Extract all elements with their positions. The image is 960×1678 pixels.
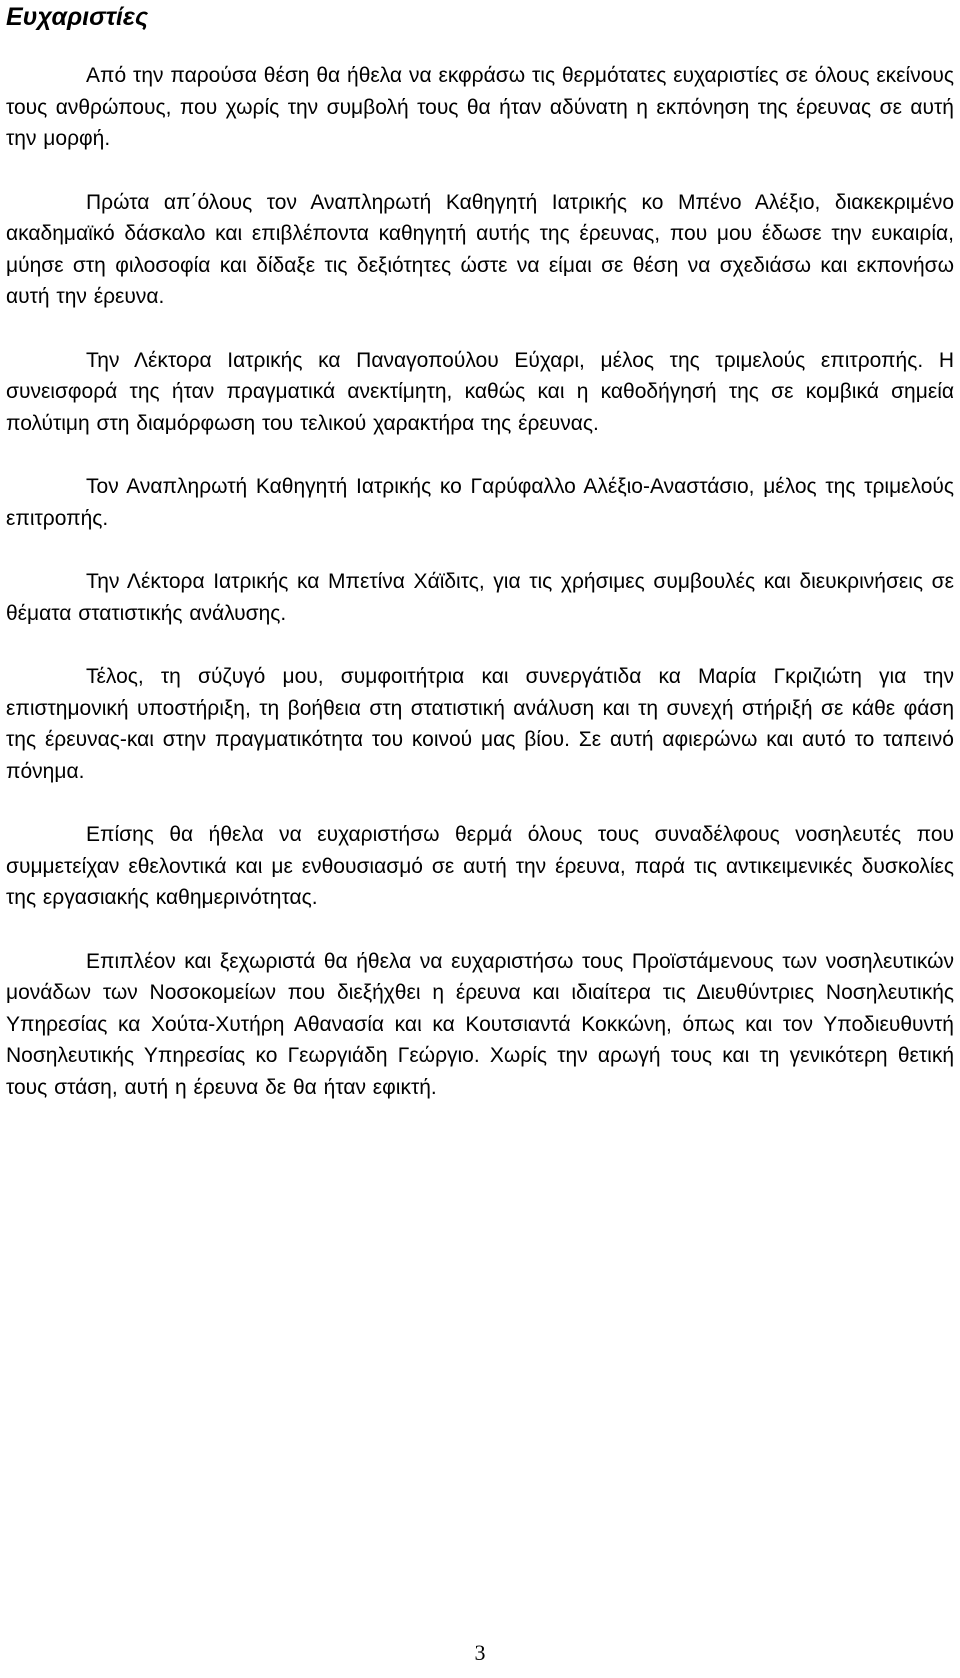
paragraph-hospital-staff: Επιπλέον και ξεχωριστά θα ήθελα να ευχαριστήσω τους Προϊστάμενους των νοσηλευτικών μονάδων των Νοσοκομείων που διεξήχθει η έρευνα και ιδιαίτερα τις Διευθύντριες Νοσηλευτικής Υπηρεσίας κα Χούτα-Χυτήρη Αθανασία και κα Κουτσιαντά Κοκκώνη, όπως και τον Υποδιευθυντή Νοσηλευτικής Υπηρεσίας κο Γεωργιάδη Γεώργιο. Χωρίς την αρωγή τους και τη γενικότερη θετική τους στάση, αυτή η έρευνα δε θα ήταν εφικτή. bbox=[6, 949, 954, 1099]
paragraph-committee-member-1: Την Λέκτορα Ιατρικής κα Παναγοπούλου Εύχαρι, μέλος της τριμελούς επιτροπής. Η συνεισφορά της ήταν πραγματικά ανεκτίμητη, καθώς και η καθοδήγησή της σε κομβικά σημεία πολύτιμη στη διαμόρφωση του τελικού χαρακτήρα της έρευνας. bbox=[6, 348, 954, 435]
paragraph-committee-member-2: Τον Αναπληρωτή Καθηγητή Ιατρικής κο Γαρύφαλλο Αλέξιο-Αναστάσιο, μέλος της τριμελούς επιτροπής. bbox=[6, 475, 954, 530]
paragraph-spouse: Τέλος, τη σύζυγό μου, συμφοιτήτρια και συνεργάτιδα κα Μαρία Γκριζιώτη για την επιστημονική υποστήριξη, τη βοήθεια στη στατιστική ανάλυση και τη συνεχή στήριξή σε κάθε φάση της έρευνας-και στην πραγματικότητα του κοινού μας βίου. Σε αυτή αφιερώνω και αυτό το ταπεινό πόνημα. bbox=[6, 665, 954, 783]
page-title: Ευχαριστίες bbox=[6, 3, 149, 31]
paragraph-intro: Από την παρούσα θέση θα ήθελα να εκφράσω τις θερμότατες ευχαριστίες σε όλους εκείνους τους ανθρώπους, που χωρίς την συμβολή τους θα ήταν αδύνατη η εκπόνηση της έρευνας σε αυτή την μορφή. bbox=[6, 64, 954, 150]
paragraph-colleagues: Επίσης θα ήθελα να ευχαριστήσω θερμά όλους τους συναδέλφους νοσηλευτές που συμμετείχαν εθελοντικά και με ενθουσιασμό σε αυτή την έρευνα, παρά τις αντικειμενικές δυσκολίες της εργασιακής καθημερινότητας. bbox=[6, 823, 954, 909]
paragraph-supervisor: Πρώτα απ΄όλους τον Αναπληρωτή Καθηγητή Ιατρικής κο Μπένο Αλέξιο, διακεκριμένο ακαδημαϊκό δάσκαλο και επιβλέποντα καθηγητή αυτής της έρευνας, που μου έδωσε την ευκαιρία, μύησε στη φιλοσοφία και δίδαξε τις δεξιότητες ώστε να είμαι σε θέση να σχεδιάσω και εκπονήσω αυτή την έρευνα. bbox=[6, 190, 954, 308]
document-page bbox=[6, 0, 954, 1678]
page-number: 3 bbox=[474, 1640, 486, 1665]
paragraph-statistics-advisor: Την Λέκτορα Ιατρικής κα Μπετίνα Χάϊδιτς, για τις χρήσιμες συμβουλές και διευκρινήσεις σε θέματα στατιστικής ανάλυσης. bbox=[6, 570, 954, 625]
acknowledgements-body bbox=[6, 60, 954, 1135]
